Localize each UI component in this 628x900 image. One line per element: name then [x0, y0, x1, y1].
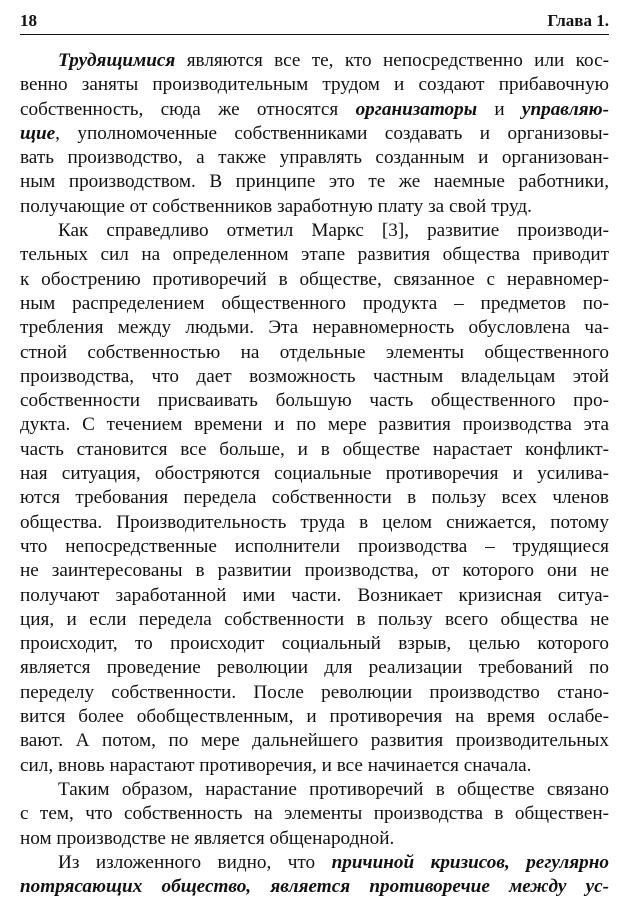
text-line — [20, 389, 609, 413]
text-run: производства, что дает возможность частным владельцам этой — [20, 365, 609, 387]
text-run: стной собственностью на отдельные элементы общественного — [20, 341, 609, 363]
text-line — [20, 681, 609, 705]
text-run: ном производстве не является общенародной. — [20, 827, 395, 849]
text-run: получают заработанной ими части. Возникает кризисная ситуа- — [20, 584, 609, 606]
text-line — [20, 341, 609, 365]
paragraph — [20, 219, 609, 778]
text-run: Из изложенного видно, что — [58, 851, 332, 873]
text-run: происходит, то происходит социальный взрыв, целью которого — [20, 633, 609, 655]
text-run: общества. Производительность труда в целом снижается, потому — [20, 511, 609, 533]
text-line — [20, 316, 609, 340]
running-header — [20, 8, 609, 32]
text-run: ным распределением общественного продукта – предметов по- — [20, 292, 609, 314]
text-run: требления между людьми. Эта неравномерность обусловлена ча- — [20, 317, 609, 339]
text-line — [20, 268, 609, 292]
text-line — [20, 656, 609, 680]
emphasized-text: Трудящимися — [58, 50, 176, 71]
text-run: сил, вновь нарастают противоречия, и все начинается сначала. — [20, 754, 532, 776]
text-line — [20, 49, 609, 73]
text-line — [20, 73, 609, 97]
text-line — [20, 292, 609, 316]
text-line — [20, 851, 609, 875]
text-run: являются все те, кто непосредственно или кос- — [175, 50, 609, 71]
text-run: ная ситуация, обостряются социальные противоречия и усилива- — [20, 463, 609, 485]
text-line — [20, 219, 609, 243]
emphasized-text: управляю- — [521, 98, 609, 120]
text-line — [20, 195, 609, 219]
book-page — [20, 8, 609, 899]
text-line — [20, 365, 609, 389]
text-line — [20, 146, 609, 170]
text-line — [20, 438, 609, 462]
text-run: получающие от собственников заработную плату за свой труд. — [20, 195, 532, 217]
header-divider — [20, 34, 609, 35]
text-line — [20, 632, 609, 656]
text-run: с тем, что собственность на элементы производства в обществен- — [20, 803, 609, 825]
text-line — [20, 754, 609, 778]
text-line — [20, 875, 609, 899]
text-line — [20, 243, 609, 267]
text-run: переделу собственности. После революции производство стано- — [20, 681, 609, 703]
text-run: тельных сил на определенном этапе развития общества приводит — [20, 244, 609, 266]
text-run: и — [477, 98, 522, 120]
text-line — [20, 511, 609, 535]
paragraph — [20, 778, 609, 851]
text-run: ция, и если передела собственности в пользу всего общества не — [20, 608, 609, 630]
chapter-title: Глава 1. — [547, 11, 609, 30]
text-run: , уполномоченные собственниками создавать и организовы- — [55, 122, 609, 144]
text-run: Как справедливо отметил Маркс [3], развитие производи- — [58, 220, 609, 242]
text-run: что непосредственные исполнители производства – трудящиеся — [20, 535, 609, 557]
text-line — [20, 535, 609, 559]
text-run: ются требования передела собственности в пользу всех членов — [20, 487, 609, 509]
text-run: ным производством. В принципе это те же наемные работники, — [20, 171, 609, 193]
emphasized-text: причиной кризисов, регулярно — [331, 851, 609, 873]
text-line — [20, 827, 609, 851]
text-line — [20, 584, 609, 608]
text-run: к обострению противоречий в обществе, связанное с неравномер- — [20, 268, 609, 290]
text-run: Таким образом, нарастание противоречий в обществе связано — [58, 778, 609, 800]
text-run: венно заняты производительным трудом и создают прибавочную — [20, 74, 609, 96]
emphasized-text: щие — [20, 122, 56, 144]
text-line — [20, 170, 609, 194]
text-line — [20, 729, 609, 753]
text-line — [20, 486, 609, 510]
text-run: часть становится все больше, и в обществе нарастает конфликт- — [20, 438, 609, 460]
text-run: вать производство, а также управлять созданным и организован- — [20, 147, 609, 169]
text-line — [20, 705, 609, 729]
text-line — [20, 98, 609, 122]
text-line — [20, 608, 609, 632]
page-number: 18 — [20, 11, 37, 30]
text-run: собственность, сюда же относятся — [20, 98, 356, 120]
text-line — [20, 462, 609, 486]
text-line — [20, 778, 609, 802]
text-run: дукта. С течением времени и по мере развития производства эта — [20, 414, 609, 436]
text-run: не заинтересованы в развитии производства, от которого они не — [20, 560, 609, 582]
text-run: является проведение революции для реализации требований по — [20, 657, 609, 679]
text-line — [20, 559, 609, 583]
text-run: собственности присваивать большую часть общественного про- — [20, 390, 609, 412]
emphasized-text: организаторы — [355, 98, 478, 120]
text-line — [20, 802, 609, 826]
paragraph — [20, 851, 609, 900]
body-text — [20, 49, 609, 899]
text-run: вают. А потом, по мере дальнейшего развития производительных — [20, 730, 609, 752]
emphasized-text: потрясающих общество, является противоречие между ус- — [20, 876, 609, 898]
text-run: вится более обобществленным, и противоречия на время ослабе- — [20, 706, 609, 728]
paragraph — [20, 49, 609, 219]
text-line — [20, 122, 609, 146]
text-line — [20, 413, 609, 437]
